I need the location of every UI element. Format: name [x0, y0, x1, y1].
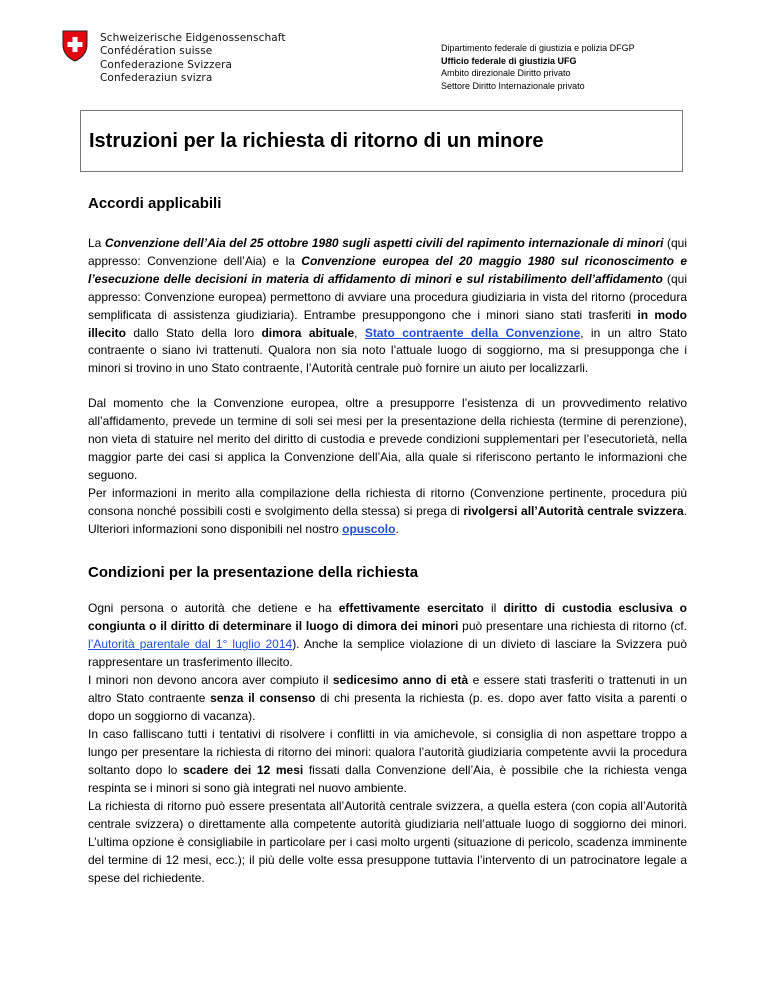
department-info [441, 42, 635, 93]
section-heading-condizioni: Condizioni per la presentazione della richiesta [88, 564, 419, 581]
text: di chi presenta la richiesta (p. es. dopo aver fatto visita a parenti o dopo un soggiorno di vacanza). [88, 690, 687, 723]
emphasis: scadere dei 12 mesi [182, 762, 304, 777]
page-title: Istruzioni per la richiesta di ritorno di un minore [89, 129, 544, 152]
department-line: Dipartimento federale di giustizia e polizia DFGP [441, 43, 635, 53]
office-line: Ufficio federale di giustizia UFG [441, 55, 577, 66]
brochure-link[interactable]: opuscolo [342, 521, 396, 536]
paragraph-more-info [88, 485, 687, 539]
federation-names [100, 32, 286, 85]
text: fissati dalla Convenzione dell’Aia, è possibile che la richiesta venga respinta se i minori si sono già integrati nel nuovo ambiente. [88, 762, 687, 795]
text: Per informazioni in merito alla compilazione della richiesta di ritorno (Convenzione pertinente, procedura più consona nonché possibili costi e svolgimento della stessa) si prega di [88, 486, 687, 518]
title-box [80, 110, 683, 172]
logo-line-rm: Confederaziun svizra [100, 71, 213, 84]
hague-convention-title: Convenzione dell’Aia del 25 ottobre 1980 sugli aspetti civili del rapimento internazionale di minori [104, 236, 664, 250]
section-heading-accordi: Accordi applicabili [88, 195, 222, 212]
paragraph-conventions [88, 235, 687, 378]
swiss-shield-icon [62, 30, 88, 62]
text: (qui appresso: Convenzione europea) permettono di avviare una procedura giudiziaria in vista del ritorno (procedura semplificata di assistenza giudiziaria). Entrambe presuppongono che i minori siano stati trasferiti [88, 271, 687, 322]
text: può presentare una richiesta di ritorno (cf. [458, 618, 687, 633]
paragraph-deadline [88, 726, 687, 798]
text: e essere stati trasferiti o trattenuti in un altro Stato contraente [88, 673, 687, 705]
logo-line-de: Schweizerische Eidgenossenschaft [100, 32, 286, 44]
text: . Ulteriori informazioni sono disponibili nel nostro [88, 503, 688, 536]
contracting-states-link[interactable]: Stato contraente della Convenzione [364, 325, 581, 340]
logo-line-fr: Confédération suisse [100, 45, 213, 58]
paragraph-european-convention: Dal momento che la Convenzione europea, oltre a presupporre l’esistenza di un provvedimento relativo all’affidamento, prevede un termine di soli sei mesi per la presentazione della richiesta (termine di perenzione), non vieta di statuire nel merito del diritto di custodia e prevede condizioni supplementari per l’esecutorietà, nella maggior parte dei casi si applica la Convenzione dell’Aia, alla quale si riferiscono pertanto le informazioni che seguono. [88, 396, 687, 482]
emphasis: rivolgersi all’Autorità centrale svizzera [463, 503, 684, 518]
paragraph-custody [88, 600, 687, 672]
text: I minori non devono ancora aver compiuto il [88, 673, 333, 687]
logo-line-it: Confederazione Svizzera [100, 58, 233, 71]
text: Ogni persona o autorità che detiene e ha [88, 601, 339, 615]
parental-authority-link[interactable]: l’Autorità parentale dal 1° luglio 2014 [88, 636, 293, 651]
paragraph-age [88, 672, 687, 726]
paragraph-submission: La richiesta di ritorno può essere presentata all’Autorità centrale svizzera, a quella estera (con copia all’Autorità centrale svizzera) o direttamente alla competente autorità giudiziaria nell’attuale luogo di soggiorno dei minori. L’ultima opzione è consigliabile in particolare per i casi molto urgenti (situazione di pericolo, scadenza imminente del termine di 12 mesi, ecc.); il più delle volte essa presuppone tuttavia l’intervento di un patrocinatore legale a spese del richiedente. [88, 799, 687, 885]
text: (qui appresso: Convenzione dell’Aia) e la [88, 236, 688, 268]
european-convention-title: Convenzione europea del 20 maggio 1980 sul riconoscimento e l’esecuzione delle decisioni in materia di affidamento di minori e sul ristabilimento dell’affidamento [88, 253, 688, 286]
division-line: Ambito direzionale Diritto privato [441, 68, 571, 79]
emphasis: senza il consenso [210, 690, 316, 705]
text: , in un altro Stato contraente o siano ivi trattenuti. Qualora non sia noto l’attuale luogo di soggiorno, ma si presupponga che i minori si trovino in uno Stato contraente, l’Autorità centrale può fornire un aiuto per localizzarli. [88, 325, 688, 376]
emphasis: diritto di custodia esclusiva o congiunta o il diritto di determinare il luogo di dimora dei minori [88, 601, 688, 633]
text: ). Anche la semplice violazione di un divieto di lasciare la Svizzera può rappresentare un trasferimento illecito. [88, 636, 687, 669]
swiss-federation-logo [62, 30, 286, 85]
emphasis: dimora abituale [261, 325, 355, 340]
text: In caso falliscano tutti i tentativi di risolvere i conflitti in via amichevole, si consiglia di non aspettare troppo a lungo per presentare la richiesta di ritorno dei minori: qualora l’autorità giudiziaria competente avvii la procedura soltanto dopo lo [88, 727, 687, 777]
text: , [354, 325, 365, 340]
emphasis: effettivamente esercitato [338, 601, 484, 615]
text: il [483, 601, 504, 615]
emphasis: in modo illecito [88, 307, 687, 340]
text: dallo Stato della loro [126, 325, 262, 340]
section-line: Settore Diritto Internazionale privato [441, 81, 585, 92]
text: La [88, 236, 105, 250]
text: . [395, 521, 399, 536]
emphasis: sedicesimo anno di età [332, 673, 469, 687]
